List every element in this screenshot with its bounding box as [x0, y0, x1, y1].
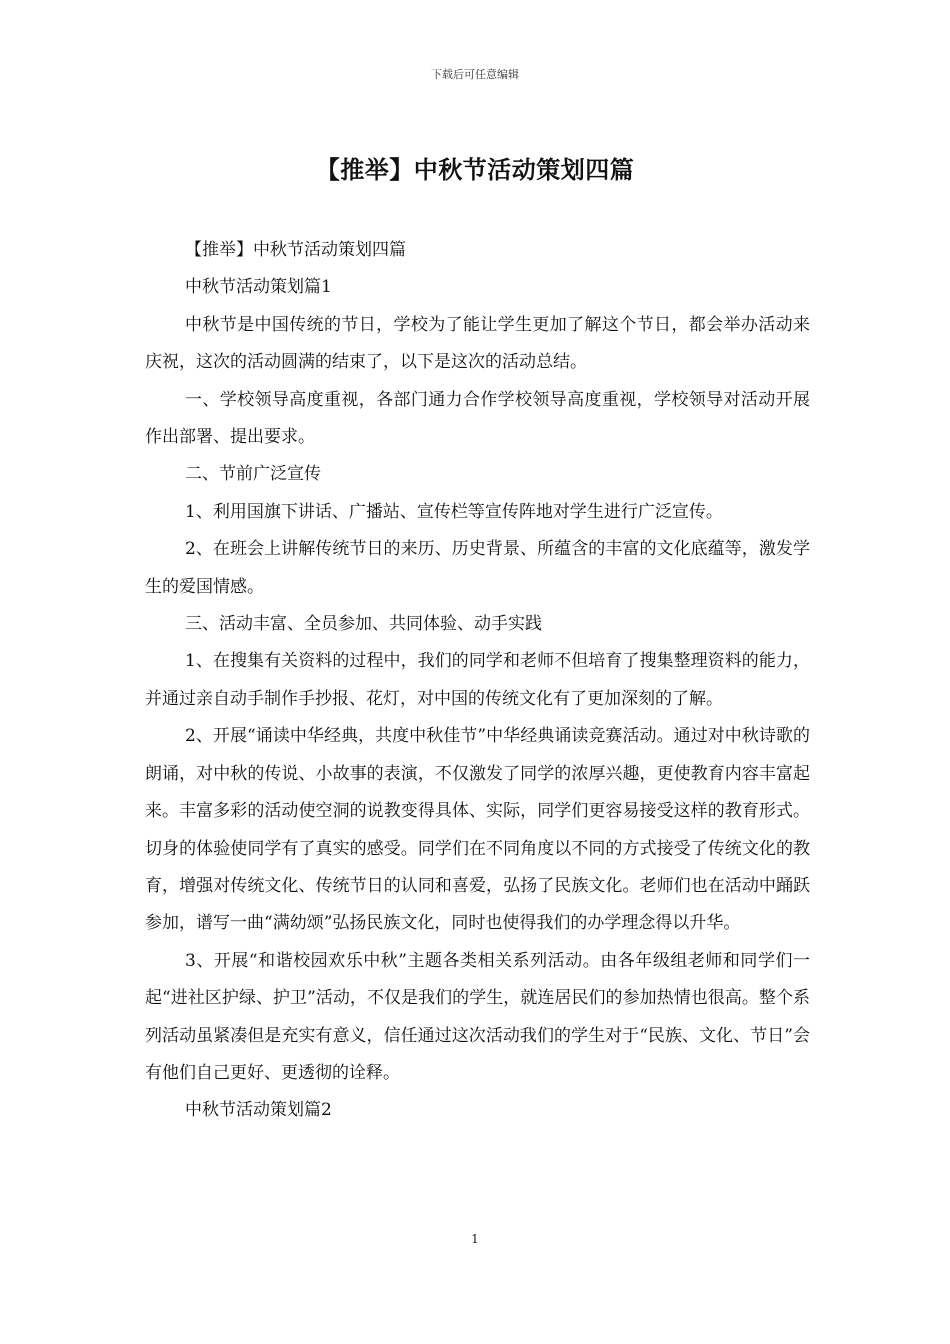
document-body — [145, 232, 810, 1130]
section-heading-part2: 中秋节活动策划篇2 — [185, 1100, 332, 1121]
header-note: 下载后可任意编辑 — [431, 68, 519, 81]
paragraph-point-3-1: 1、在搜集有关资料的过程中，我们的同学和老师不但培育了搜集整理资料的能力，并通过亲自动手制作手抄报、花灯，对中国的传统文化有了更加深刻的了解。 — [145, 651, 810, 709]
paragraph-point-3-3: 3、开展“和谐校园欢乐中秋”主题各类相关系列活动。由各年级组老师和同学们一起“进社区护绿、护卫”活动，不仅是我们的学生，就连居民们的参加热情也很高。整个系列活动虽紧凑但是充实有意义，信任通过这次活动我们的学生对于“民族、文化、节日”会有他们自己更好、更透彻的诠释。 — [145, 950, 810, 1083]
paragraph-subtitle: 【推举】中秋节活动策划四篇 — [185, 240, 406, 260]
paragraph-point-2-1: 1、利用国旗下讲话、广播站、宣传栏等宣传阵地对学生进行广泛宣传。 — [185, 501, 723, 522]
section-heading-part1: 中秋节活动策划篇1 — [185, 277, 332, 298]
paragraph-point-3: 三、活动丰富、全员参加、共同体验、动手实践 — [185, 614, 542, 635]
paragraph-point-1: 一、学校领导高度重视，各部门通力合作学校领导高度重视，学校领导对活动开展作出部署、提出要求。 — [145, 389, 810, 448]
paragraph-intro: 中秋节是中国传统的节日，学校为了能让学生更加了解这个节日，都会举办活动来庆祝，这次的活动圆满的结束了，以下是这次的活动总结。 — [145, 314, 810, 373]
document-title: 【推举】中秋节活动策划四篇 — [315, 156, 635, 184]
paragraph-point-2-2: 2、在班会上讲解传统节日的来历、历史背景、所蕴含的丰富的文化底蕴等，激发学生的爱国情感。 — [145, 539, 810, 597]
paragraph-point-3-2: 2、开展“诵读中华经典，共度中秋佳节”中华经典诵读竞赛活动。通过对中秋诗歌的朗诵，对中秋的传说、小故事的表演，不仅激发了同学的浓厚兴趣，更使教育内容丰富起来。丰富多彩的活动使空洞的说教变得具体、实际，同学们更容易接受这样的教育形式。切身的体验使同学有了真实的感受。同学们在不同角度以不同的方式接受了传统文化的教育，增强对传统文化、传统节日的认同和喜爱，弘扬了民族文化。老师们也在活动中踊跃参加，谱写一曲“满幼颂”弘扬民族文化，同时也使得我们的办学理念得以升华。 — [145, 726, 810, 934]
paragraph-point-2: 二、节前广泛宣传 — [185, 464, 321, 485]
page-number: 1 — [471, 1232, 479, 1246]
